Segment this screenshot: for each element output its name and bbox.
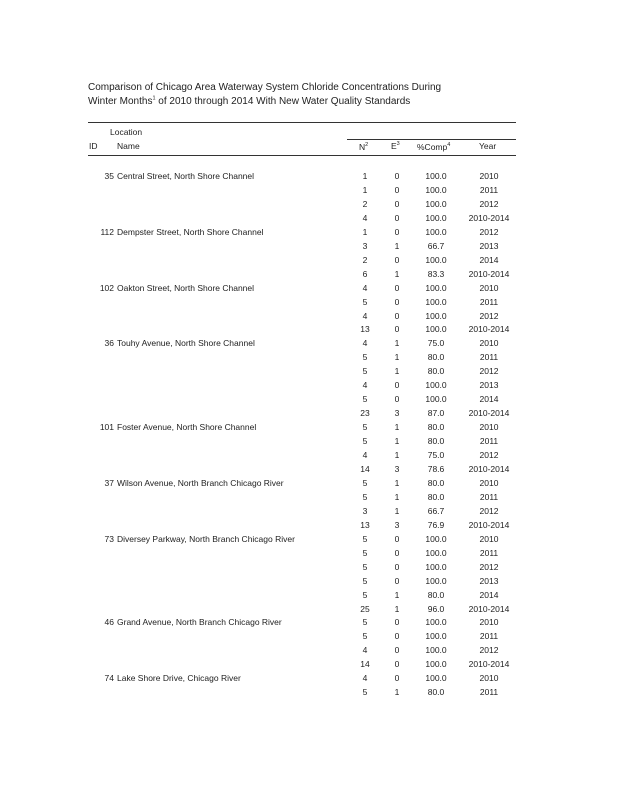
row-location-name: Diversey Parkway, North Branch Chicago River <box>117 533 295 544</box>
header-n-label: N <box>359 142 366 152</box>
row-location-name: Wilson Avenue, North Branch Chicago River <box>117 477 284 488</box>
row-year: 2013 <box>479 380 499 391</box>
row-percent-comp: 80.0 <box>427 589 445 600</box>
row-n: 1 <box>362 184 368 195</box>
row-percent-comp: 100.0 <box>425 394 447 405</box>
row-year: 2010 <box>479 282 499 293</box>
header-e <box>391 141 400 151</box>
row-e: 3 <box>394 519 400 530</box>
row-n: 4 <box>362 310 368 321</box>
row-e: 0 <box>394 184 400 195</box>
title-line-2 <box>88 95 528 109</box>
row-n: 5 <box>362 687 368 698</box>
header-e-footnote: 3 <box>396 141 400 148</box>
row-id: 74 <box>104 673 114 684</box>
header-n-footnote: 2 <box>365 142 369 149</box>
row-n: 5 <box>362 436 368 447</box>
row-n: 4 <box>362 282 368 293</box>
row-n: 2 <box>362 198 368 209</box>
row-location-name: Oakton Street, North Shore Channel <box>117 282 255 293</box>
row-percent-comp: 80.0 <box>427 436 445 447</box>
row-n: 4 <box>362 645 368 656</box>
row-year: 2010-2014 <box>468 268 510 279</box>
header-n <box>359 142 368 152</box>
row-location-name: Central Street, North Shore Channel <box>117 171 255 181</box>
row-e: 0 <box>394 310 400 321</box>
title-line-2-start: Winter Months <box>88 96 153 107</box>
row-id: 112 <box>100 226 114 237</box>
row-n: 6 <box>362 268 368 279</box>
row-percent-comp: 66.7 <box>427 505 445 516</box>
row-percent-comp: 100.0 <box>425 324 447 335</box>
row-year: 2012 <box>479 366 499 377</box>
row-percent-comp: 100.0 <box>425 380 447 391</box>
row-e: 0 <box>394 533 400 544</box>
row-year: 2010 <box>479 617 499 628</box>
row-n: 5 <box>362 491 368 502</box>
row-n: 14 <box>360 463 370 474</box>
row-year: 2010-2014 <box>468 519 510 530</box>
row-e: 1 <box>394 422 400 433</box>
row-n: 23 <box>360 408 370 419</box>
row-year: 2010-2014 <box>468 659 510 670</box>
row-e: 0 <box>394 547 400 558</box>
header-comp-footnote: 4 <box>447 142 451 149</box>
row-year: 2014 <box>479 254 499 265</box>
row-n: 1 <box>362 226 368 237</box>
row-percent-comp: 100.0 <box>425 631 447 642</box>
row-percent-comp: 78.6 <box>427 463 445 474</box>
row-year: 2010-2014 <box>468 463 510 474</box>
row-n: 5 <box>362 631 368 642</box>
row-e: 0 <box>394 171 400 181</box>
row-e: 1 <box>394 505 400 516</box>
title-line-1: Comparison of Chicago Area Waterway System Chloride Concentrations During <box>88 82 442 93</box>
header-name: Name <box>117 141 140 151</box>
row-year: 2010-2014 <box>468 603 510 614</box>
row-percent-comp: 80.0 <box>427 687 445 698</box>
row-percent-comp: 100.0 <box>425 561 447 572</box>
header-id: ID <box>89 141 98 151</box>
row-n: 13 <box>360 519 370 530</box>
row-percent-comp: 100.0 <box>425 254 447 265</box>
row-n: 5 <box>362 296 368 307</box>
row-year: 2011 <box>479 436 499 447</box>
row-year: 2012 <box>479 561 499 572</box>
row-year: 2010-2014 <box>468 212 510 223</box>
row-percent-comp: 80.0 <box>427 422 445 433</box>
row-e: 3 <box>394 408 400 419</box>
row-percent-comp: 100.0 <box>425 212 447 223</box>
row-e: 0 <box>394 324 400 335</box>
header-comp-label: %Comp <box>417 142 448 152</box>
row-percent-comp: 100.0 <box>425 673 447 684</box>
row-percent-comp: 80.0 <box>427 366 445 377</box>
row-percent-comp: 100.0 <box>425 171 447 181</box>
row-n: 5 <box>362 589 368 600</box>
row-percent-comp: 76.9 <box>427 519 445 530</box>
row-percent-comp: 100.0 <box>425 310 447 321</box>
row-year: 2010 <box>479 338 499 349</box>
row-n: 5 <box>362 422 368 433</box>
header-location: Location <box>110 127 143 137</box>
row-year: 2010 <box>479 533 499 544</box>
row-n: 14 <box>360 659 370 670</box>
row-n: 5 <box>362 533 368 544</box>
row-e: 0 <box>394 394 400 405</box>
row-n: 5 <box>362 477 368 488</box>
row-id: 36 <box>104 338 114 349</box>
row-location-name: Foster Avenue, North Shore Channel <box>117 422 257 433</box>
row-n: 4 <box>362 212 368 223</box>
row-n: 13 <box>360 324 370 335</box>
row-year: 2012 <box>479 226 499 237</box>
row-n: 3 <box>362 505 368 516</box>
row-percent-comp: 100.0 <box>425 659 447 670</box>
row-percent-comp: 87.0 <box>427 408 445 419</box>
row-n: 5 <box>362 394 368 405</box>
row-year: 2012 <box>479 645 499 656</box>
row-e: 1 <box>394 687 400 698</box>
row-e: 1 <box>394 477 400 488</box>
row-percent-comp: 100.0 <box>425 282 447 293</box>
row-year: 2011 <box>479 547 499 558</box>
row-location-name: Grand Avenue, North Branch Chicago River <box>117 617 282 628</box>
row-n: 3 <box>362 240 368 251</box>
row-year: 2010 <box>479 171 499 181</box>
title-footnote-marker: 1 <box>152 95 156 102</box>
row-year: 2011 <box>479 631 499 642</box>
row-n: 5 <box>362 547 368 558</box>
row-percent-comp: 100.0 <box>425 198 447 209</box>
row-n: 5 <box>362 352 368 363</box>
row-percent-comp: 80.0 <box>427 491 445 502</box>
row-year: 2010-2014 <box>468 408 510 419</box>
row-year: 2012 <box>479 198 499 209</box>
row-n: 2 <box>362 254 368 265</box>
row-e: 0 <box>394 575 400 586</box>
row-n: 4 <box>362 380 368 391</box>
row-year: 2011 <box>479 184 499 195</box>
row-percent-comp: 80.0 <box>427 352 445 363</box>
row-year: 2010 <box>479 673 499 684</box>
row-e: 1 <box>394 366 400 377</box>
table-title <box>88 81 528 109</box>
row-id: 37 <box>104 477 114 488</box>
row-percent-comp: 100.0 <box>425 226 447 237</box>
row-percent-comp: 66.7 <box>427 240 445 251</box>
row-percent-comp: 100.0 <box>425 296 447 307</box>
row-e: 0 <box>394 631 400 642</box>
row-year: 2011 <box>479 296 499 307</box>
row-e: 1 <box>394 240 400 251</box>
row-year: 2014 <box>479 589 499 600</box>
row-year: 2013 <box>479 240 499 251</box>
header-bottom-rule <box>88 155 516 156</box>
row-percent-comp: 83.3 <box>427 268 445 279</box>
row-n: 25 <box>360 603 370 614</box>
row-n: 5 <box>362 561 368 572</box>
row-year: 2012 <box>479 505 499 516</box>
row-id: 73 <box>104 533 114 544</box>
row-percent-comp: 100.0 <box>425 547 447 558</box>
row-e: 0 <box>394 212 400 223</box>
row-e: 0 <box>394 617 400 628</box>
row-percent-comp: 75.0 <box>427 450 445 460</box>
row-e: 0 <box>394 226 400 237</box>
row-percent-comp: 75.0 <box>427 338 445 349</box>
top-rule <box>88 122 516 123</box>
row-percent-comp: 100.0 <box>425 184 447 195</box>
row-e: 1 <box>394 450 400 460</box>
row-year: 2011 <box>479 352 499 363</box>
row-percent-comp: 80.0 <box>427 477 445 488</box>
row-location-name: Touhy Avenue, North Shore Channel <box>117 338 255 349</box>
row-e: 0 <box>394 296 400 307</box>
row-e: 0 <box>394 659 400 670</box>
row-percent-comp: 100.0 <box>425 645 447 656</box>
row-n: 4 <box>362 673 368 684</box>
row-n: 1 <box>362 171 368 181</box>
row-e: 1 <box>394 268 400 279</box>
row-e: 1 <box>394 491 400 502</box>
row-year: 2011 <box>479 687 499 698</box>
row-n: 4 <box>362 338 368 349</box>
row-e: 3 <box>394 463 400 474</box>
row-e: 1 <box>394 338 400 349</box>
row-n: 4 <box>362 450 368 460</box>
row-e: 0 <box>394 673 400 684</box>
row-e: 1 <box>394 436 400 447</box>
row-e: 0 <box>394 380 400 391</box>
header-year: Year <box>479 141 497 151</box>
row-year: 2011 <box>479 491 499 502</box>
row-id: 101 <box>99 422 114 433</box>
title-line-2-end: of 2010 through 2014 With New Water Quality Standards <box>155 96 411 107</box>
row-percent-comp: 100.0 <box>425 575 447 586</box>
row-e: 0 <box>394 282 400 293</box>
row-percent-comp: 96.0 <box>427 603 445 614</box>
row-id: 46 <box>104 617 114 628</box>
row-year: 2014 <box>479 394 499 405</box>
row-year: 2013 <box>479 575 499 586</box>
row-id: 102 <box>99 282 114 293</box>
row-e: 1 <box>394 603 400 614</box>
header-e-label: E <box>391 141 397 151</box>
row-year: 2010 <box>479 422 499 433</box>
header-mid-rule <box>347 139 516 140</box>
row-n: 5 <box>362 617 368 628</box>
row-e: 0 <box>394 198 400 209</box>
row-year: 2012 <box>479 310 499 321</box>
row-percent-comp: 100.0 <box>425 533 447 544</box>
row-year: 2010-2014 <box>468 324 510 335</box>
row-year: 2012 <box>479 450 499 460</box>
row-e: 0 <box>394 254 400 265</box>
row-year: 2010 <box>479 477 499 488</box>
header-comp <box>417 142 450 152</box>
row-id: 35 <box>104 171 114 181</box>
row-e: 1 <box>394 589 400 600</box>
row-location-name: Dempster Street, North Shore Channel <box>117 226 264 237</box>
row-e: 0 <box>394 645 400 656</box>
row-n: 5 <box>362 575 368 586</box>
row-percent-comp: 100.0 <box>425 617 447 628</box>
row-n: 5 <box>362 366 368 377</box>
row-location-name: Lake Shore Drive, Chicago River <box>117 673 241 684</box>
row-e: 0 <box>394 561 400 572</box>
row-e: 1 <box>394 352 400 363</box>
